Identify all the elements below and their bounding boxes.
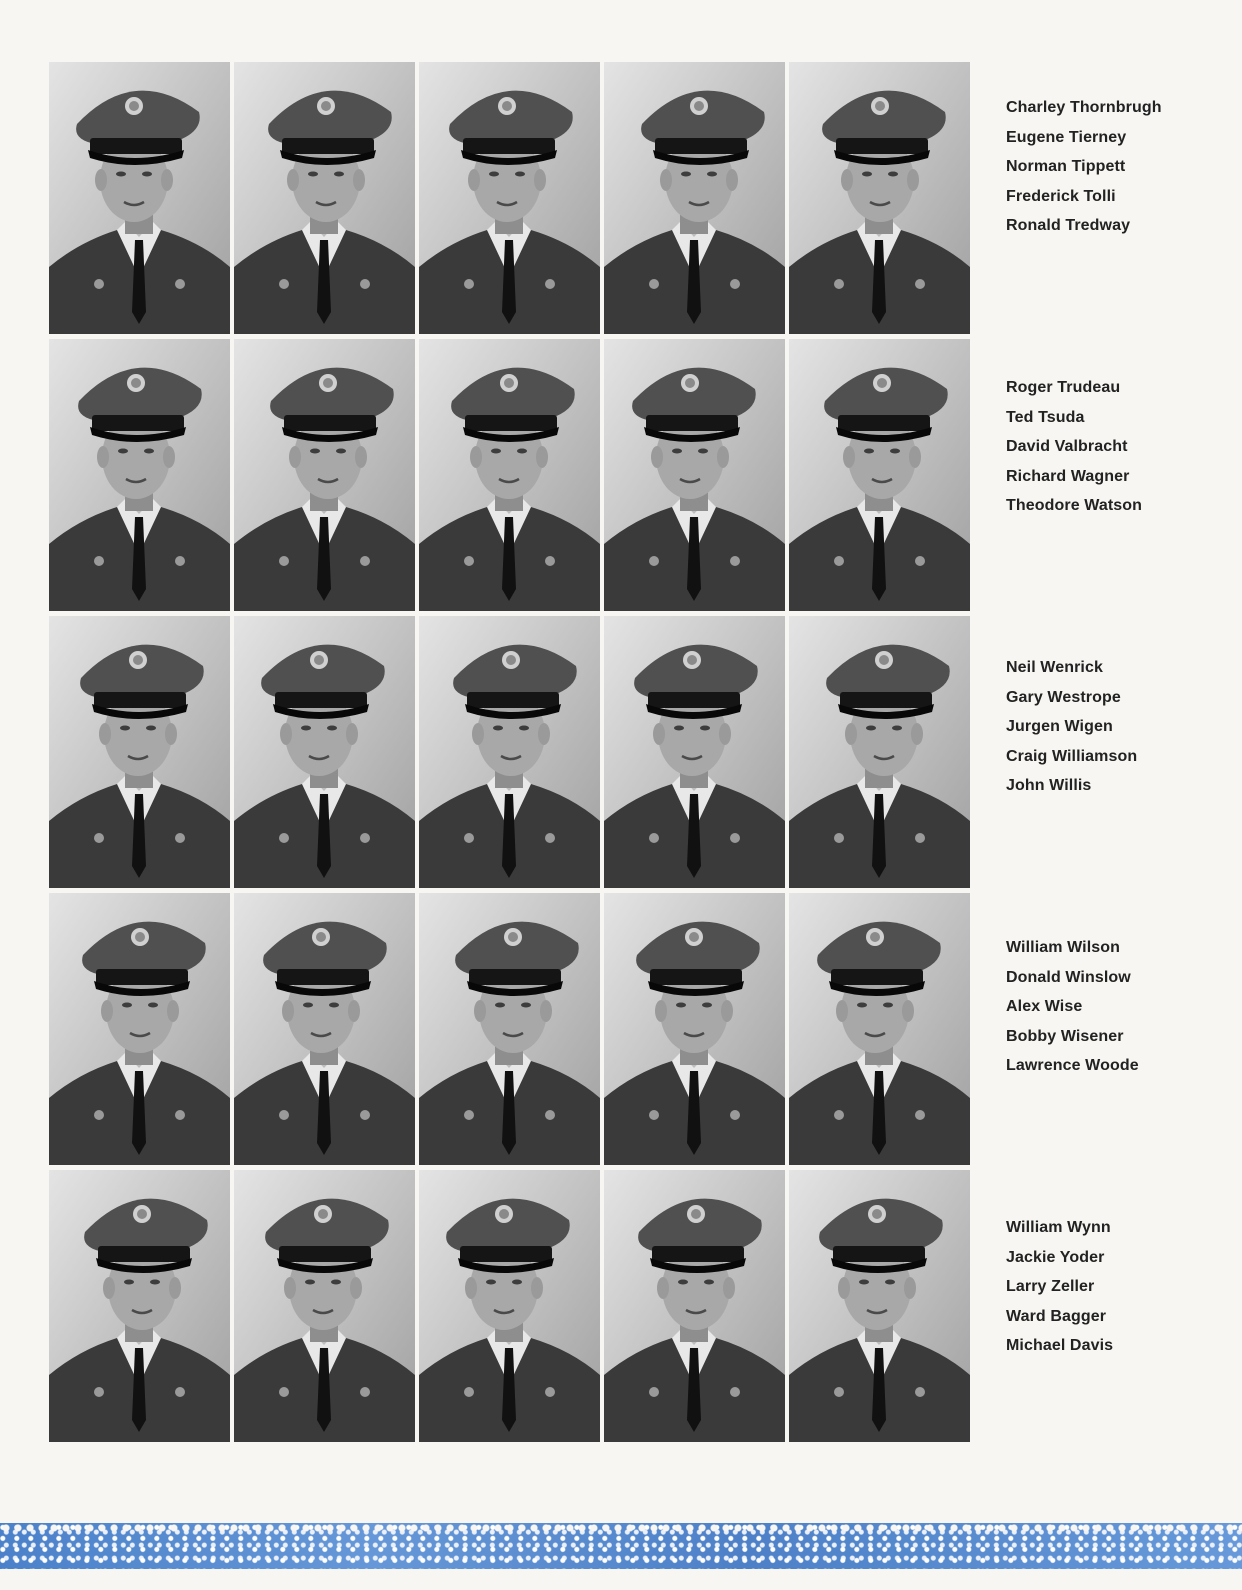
name-label: John Willis xyxy=(1006,777,1092,794)
portrait-photo xyxy=(789,893,970,1165)
portrait-silhouette xyxy=(604,339,785,611)
portrait-photo xyxy=(234,339,415,611)
name-label: Lawrence Woode xyxy=(1006,1057,1139,1074)
portrait-silhouette xyxy=(604,62,785,334)
name-label: Ward Bagger xyxy=(1006,1307,1107,1325)
portrait-photo xyxy=(789,62,970,334)
name-label: Craig Williamson xyxy=(1006,747,1138,765)
name-label: Charley Thornbrugh xyxy=(1006,99,1162,116)
portrait-photo xyxy=(604,339,785,611)
portrait-silhouette xyxy=(49,616,230,888)
portrait-silhouette xyxy=(419,1170,600,1442)
name-label: Frederick Tolli xyxy=(1006,187,1116,205)
name-list xyxy=(1006,373,1226,521)
portrait-silhouette xyxy=(234,616,415,888)
portrait-silhouette xyxy=(234,62,415,334)
portrait-silhouette xyxy=(789,1170,970,1442)
portrait-silhouette xyxy=(49,339,230,611)
name-label: Roger Trudeau xyxy=(1006,379,1121,396)
portrait-photo xyxy=(49,339,230,611)
portrait-photo xyxy=(604,1170,785,1442)
portrait-silhouette xyxy=(234,893,415,1165)
name-label: Richard Wagner xyxy=(1006,467,1130,485)
portrait-silhouette xyxy=(604,893,785,1165)
portrait-photo xyxy=(789,339,970,611)
portrait-row xyxy=(49,1170,975,1442)
name-label: Ronald Tredway xyxy=(1006,217,1131,234)
portrait-row xyxy=(49,893,975,1165)
portrait-photo xyxy=(419,62,600,334)
portrait-silhouette xyxy=(419,616,600,888)
portrait-silhouette xyxy=(789,616,970,888)
portrait-silhouette xyxy=(419,339,600,611)
portrait-photo xyxy=(234,62,415,334)
portrait-photo xyxy=(604,62,785,334)
portrait-photo xyxy=(234,1170,415,1442)
name-label: Jurgen Wigen xyxy=(1006,718,1113,735)
portrait-silhouette xyxy=(789,62,970,334)
name-label: David Valbracht xyxy=(1006,438,1128,455)
portrait-silhouette xyxy=(419,893,600,1165)
name-label: William Wynn xyxy=(1006,1219,1111,1236)
portrait-silhouette xyxy=(604,616,785,888)
name-list xyxy=(1006,653,1226,801)
portrait-silhouette xyxy=(789,339,970,611)
portrait-silhouette xyxy=(419,62,600,334)
name-label: Jackie Yoder xyxy=(1006,1248,1105,1266)
portrait-photo xyxy=(789,1170,970,1442)
portrait-silhouette xyxy=(234,1170,415,1442)
name-label: Theodore Watson xyxy=(1006,497,1143,514)
name-label: Neil Wenrick xyxy=(1006,659,1103,676)
portrait-silhouette xyxy=(789,893,970,1165)
portrait-silhouette xyxy=(49,1170,230,1442)
portrait-photo xyxy=(789,616,970,888)
portrait-photo xyxy=(419,1170,600,1442)
name-label: William Wilson xyxy=(1006,939,1121,956)
portrait-photo xyxy=(49,1170,230,1442)
portrait-photo xyxy=(419,339,600,611)
portrait-silhouette xyxy=(604,1170,785,1442)
portrait-photo xyxy=(49,893,230,1165)
name-label: Bobby Wisener xyxy=(1006,1027,1124,1045)
name-list xyxy=(1006,93,1226,241)
portrait-silhouette xyxy=(49,893,230,1165)
name-label: Larry Zeller xyxy=(1006,1278,1095,1295)
portrait-photo xyxy=(604,616,785,888)
portrait-photo xyxy=(604,893,785,1165)
portrait-row xyxy=(49,62,975,334)
name-label: Michael Davis xyxy=(1006,1337,1114,1354)
portrait-silhouette xyxy=(234,339,415,611)
name-list xyxy=(1006,933,1226,1081)
portrait-photo xyxy=(234,893,415,1165)
name-label: Donald Winslow xyxy=(1006,968,1131,986)
name-list xyxy=(1006,1213,1226,1361)
portrait-row xyxy=(49,616,975,888)
name-label: Alex Wise xyxy=(1006,998,1083,1015)
name-label: Norman Tippett xyxy=(1006,158,1126,175)
decorative-border xyxy=(0,1523,1242,1569)
name-label: Gary Westrope xyxy=(1006,688,1121,706)
portrait-photo xyxy=(49,62,230,334)
portrait-silhouette xyxy=(49,62,230,334)
portrait-row xyxy=(49,339,975,611)
portrait-photo xyxy=(419,616,600,888)
name-label: Eugene Tierney xyxy=(1006,128,1127,146)
portrait-photo xyxy=(49,616,230,888)
portrait-photo xyxy=(419,893,600,1165)
name-label: Ted Tsuda xyxy=(1006,408,1085,426)
portrait-photo xyxy=(234,616,415,888)
